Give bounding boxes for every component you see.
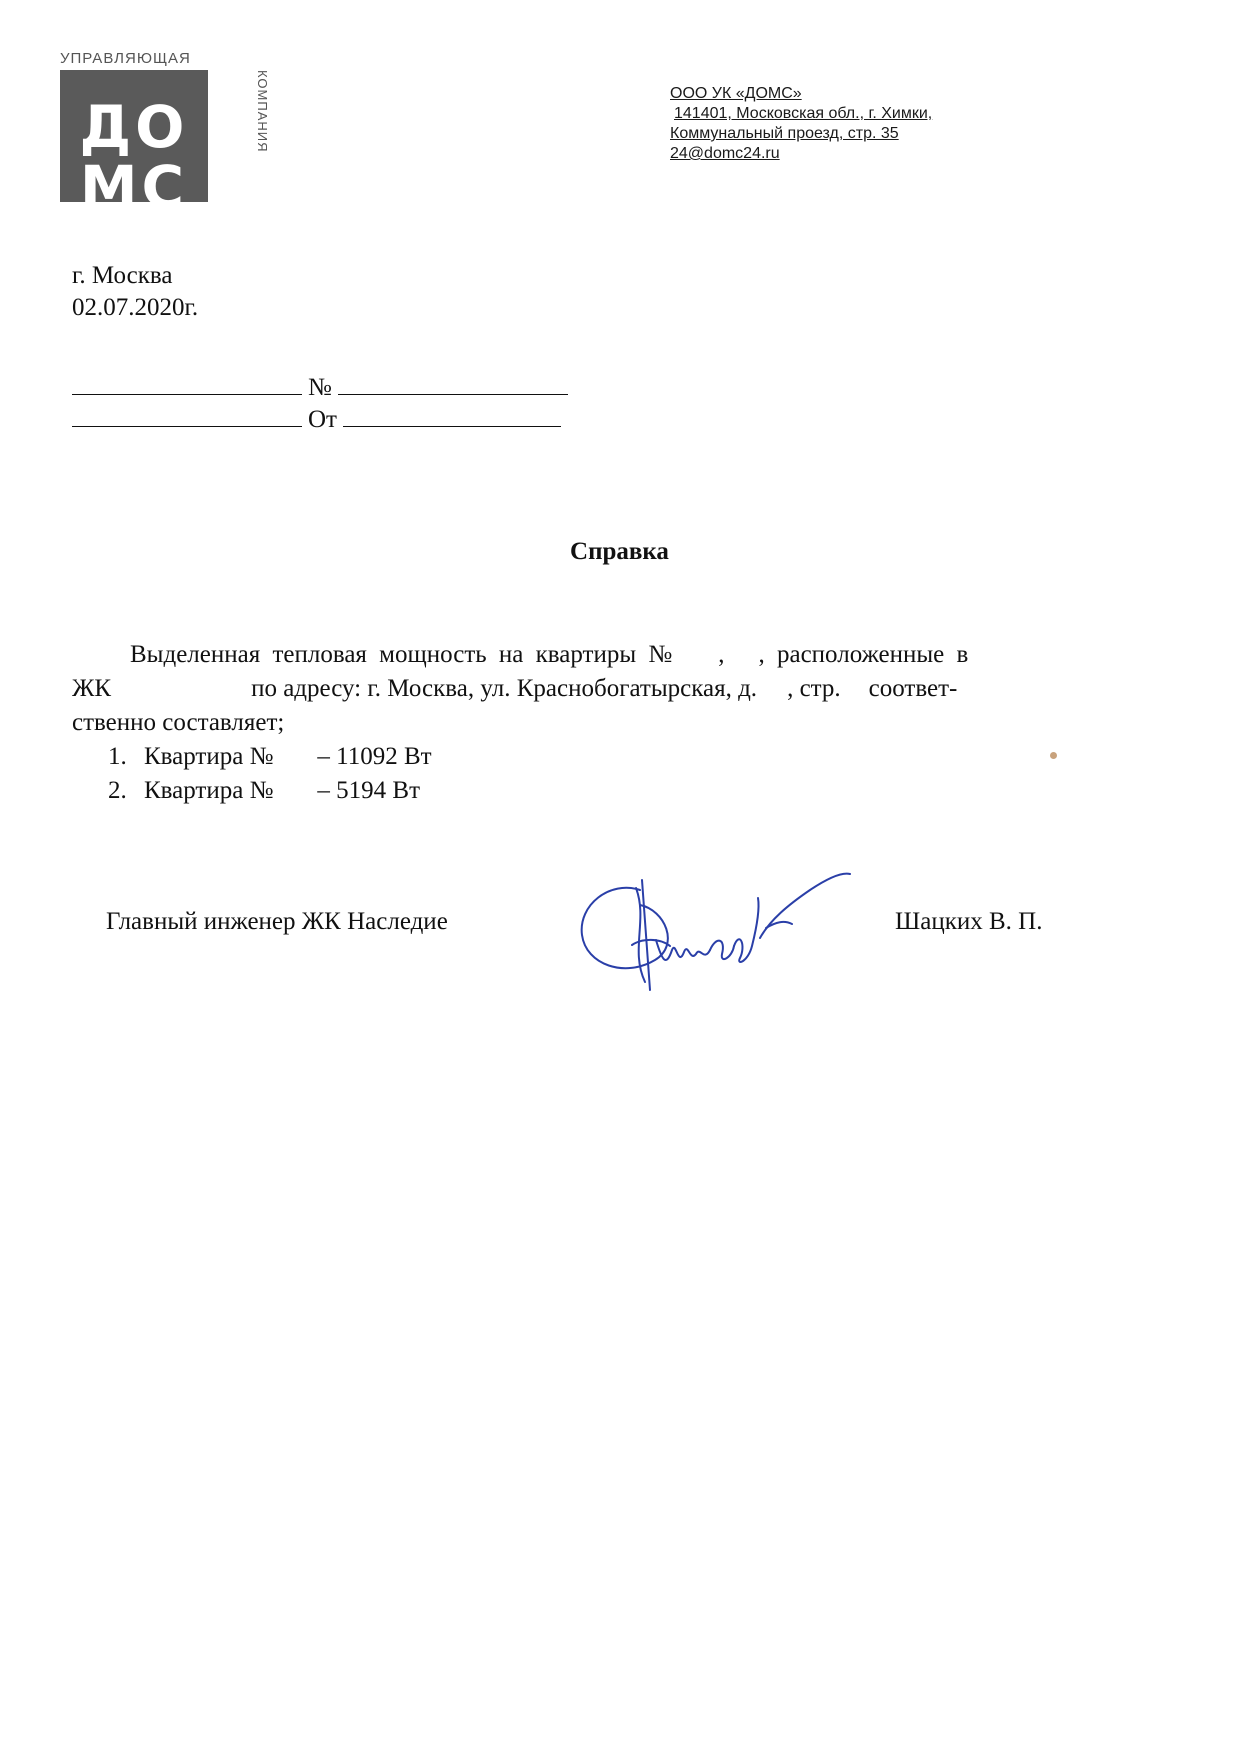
text-segment: , стр. (787, 675, 841, 702)
reference-number-row (72, 372, 568, 403)
text-segment: , (718, 641, 725, 668)
text-segment: Выделенная тепловая мощность на квартиры № (130, 641, 673, 668)
document-date: 02.07.2020г. (72, 294, 199, 321)
list-label: Квартира № (144, 743, 274, 770)
document-title: Справка (570, 538, 669, 565)
list-item (108, 774, 420, 808)
blank-line (72, 372, 302, 395)
list-value: – 5194 Вт (317, 777, 421, 804)
company-address-line1: 141401, Московская обл., г. Химки, (674, 105, 933, 122)
list-item (108, 740, 432, 774)
text-segment: по адресу: г. Москва, ул. Краснобогатырская, д. (251, 675, 758, 702)
logo-top-text: УПРАВЛЯЮЩАЯ (60, 50, 191, 67)
logo-box (60, 70, 208, 221)
signer-name: Шацких В. П. (895, 908, 1043, 935)
list-value: – 11092 Вт (317, 743, 432, 770)
blank-line (343, 404, 561, 427)
paragraph-line: ственно составляет; (72, 709, 285, 736)
company-name: ООО УК «ДОМС» (670, 85, 802, 102)
company-address-line2: Коммунальный проезд, стр. 35 (670, 125, 899, 142)
logo-side-text: КОМПАНИЯ (255, 70, 270, 153)
logo-letters-row2: МС (79, 153, 189, 221)
list-number: 1. (108, 743, 127, 770)
from-label: От (308, 406, 337, 433)
text-segment: ЖК (72, 675, 112, 702)
text-segment: , расположенные в (758, 641, 969, 668)
company-email[interactable]: 24@domc24.ru (670, 145, 780, 162)
signer-position: Главный инженер ЖК Наследие (106, 908, 448, 935)
blank-line (72, 404, 302, 427)
company-logo (60, 50, 270, 221)
list-label: Квартира № (144, 777, 274, 804)
company-info (670, 84, 932, 164)
paragraph-line (72, 638, 1122, 672)
text-segment: соответ- (868, 675, 958, 702)
paragraph-line (72, 672, 1122, 706)
number-label: № (308, 374, 332, 401)
blank-line (338, 372, 568, 395)
city: г. Москва (72, 262, 173, 289)
reference-from-row (72, 404, 561, 435)
list-number: 2. (108, 777, 127, 804)
logo-letters-row1: ДО (79, 93, 189, 161)
paper-speck (1050, 752, 1057, 759)
handwritten-signature (570, 850, 860, 1000)
